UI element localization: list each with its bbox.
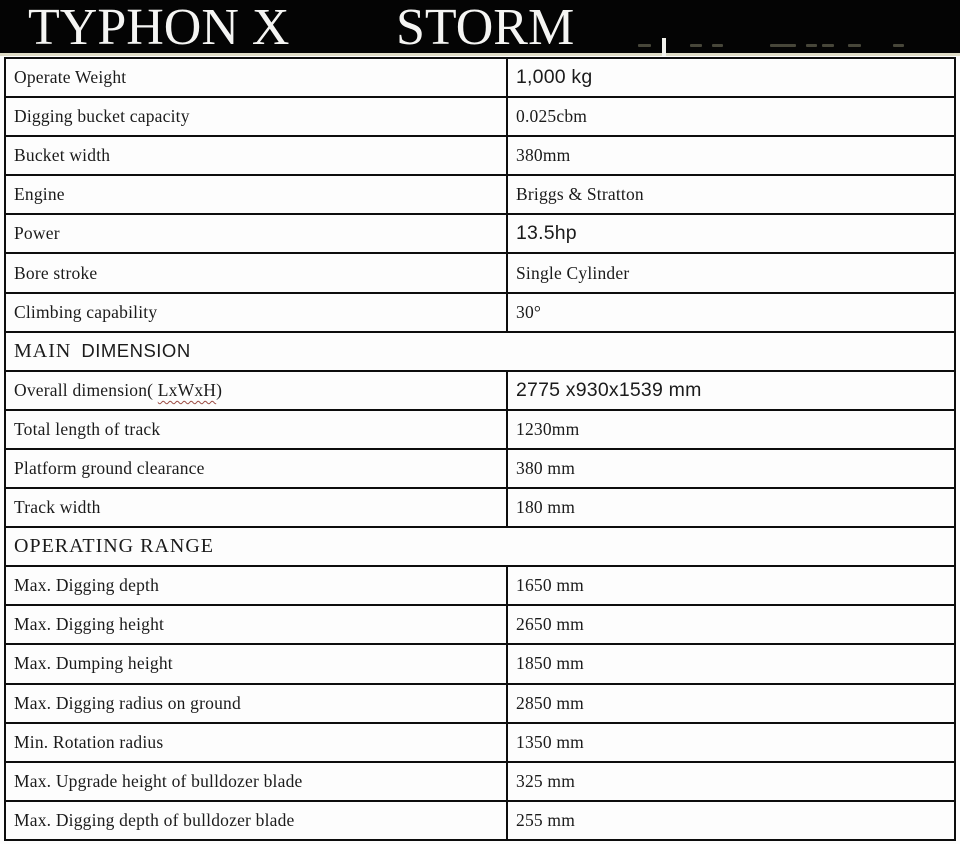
spec-label: Total length of track — [14, 418, 161, 439]
spec-row-track-width — [6, 489, 954, 528]
spec-value: 2850 mm — [516, 692, 584, 713]
spec-row-blade-digging-depth — [6, 802, 954, 839]
spec-row-ground-clearance — [6, 450, 954, 489]
ghost-mark — [822, 44, 834, 47]
spec-row-power — [6, 215, 954, 254]
spec-label: Engine — [14, 184, 65, 205]
spec-value: 1,000 kg — [516, 66, 593, 89]
spec-row-blade-upgrade-height — [6, 763, 954, 802]
spec-label: Max. Digging depth — [14, 575, 160, 596]
section-title-part: DIMENSION — [81, 340, 191, 362]
spec-label: Platform ground clearance — [14, 457, 205, 478]
ghost-mark — [690, 44, 702, 47]
spec-row-engine — [6, 176, 954, 215]
spec-label: Max. Dumping height — [14, 653, 173, 674]
spec-table — [4, 57, 956, 841]
section-header-main-dimension — [6, 333, 954, 372]
spec-row-bucket-width — [6, 137, 954, 176]
spec-label: Max. Upgrade height of bulldozer blade — [14, 770, 303, 791]
spec-row-overall-dimension — [6, 372, 954, 411]
section-header-operating-range — [6, 528, 954, 567]
spec-row-climbing-capability — [6, 294, 954, 333]
ghost-mark — [806, 44, 817, 47]
spec-value: 1350 mm — [516, 731, 584, 752]
spec-value: 180 mm — [516, 497, 576, 518]
spec-label: Power — [14, 223, 60, 244]
cursor-artifact-tick — [662, 38, 666, 56]
spec-value: 30° — [516, 301, 542, 322]
spec-row-digging-radius — [6, 685, 954, 724]
spec-label: Overall dimension( — [14, 379, 158, 400]
spec-label: Max. Digging height — [14, 614, 165, 635]
spec-row-digging-height — [6, 606, 954, 645]
spec-label: Operate Weight — [14, 67, 127, 88]
product-title-typhon: TYPHON X — [28, 0, 290, 56]
spec-label: Digging bucket capacity — [14, 106, 190, 127]
spec-label: Bore stroke — [14, 262, 98, 283]
ghost-mark — [848, 44, 861, 47]
spec-row-bucket-capacity — [6, 98, 954, 137]
spec-value: Briggs & Stratton — [516, 184, 644, 205]
spec-label-misspelled: LxWxH — [157, 379, 217, 400]
spec-value: 13.5hp — [516, 222, 577, 245]
ghost-mark — [893, 44, 904, 47]
spec-value: Single Cylinder — [516, 262, 630, 283]
spec-row-bore-stroke — [6, 254, 954, 293]
spec-value: 1650 mm — [516, 575, 584, 596]
spec-row-rotation-radius — [6, 724, 954, 763]
spec-value: 1230mm — [516, 418, 580, 439]
spec-row-track-length — [6, 411, 954, 450]
spec-value: 380mm — [516, 145, 571, 166]
spec-row-digging-depth — [6, 567, 954, 606]
spec-label: Max. Digging radius on ground — [14, 692, 241, 713]
spec-value: 2650 mm — [516, 614, 584, 635]
spec-row-operate-weight — [6, 59, 954, 98]
spec-value: 0.025cbm — [516, 106, 588, 127]
spec-label: ) — [216, 379, 223, 400]
spec-value: 380 mm — [516, 457, 576, 478]
spec-label: Track width — [14, 497, 101, 518]
ghost-mark — [638, 44, 651, 47]
header-bar — [0, 0, 960, 56]
spec-value: 2775 x930x1539 mm — [516, 378, 702, 401]
ghost-mark — [712, 44, 723, 47]
section-title: OPERATING RANGE — [14, 535, 214, 558]
spec-value: 325 mm — [516, 770, 576, 791]
spec-label: Max. Digging depth of bulldozer blade — [14, 809, 295, 830]
spec-label: Climbing capability — [14, 301, 158, 322]
spec-row-dumping-height — [6, 645, 954, 684]
product-title-storm: STORM — [396, 0, 575, 56]
spec-label: Min. Rotation radius — [14, 731, 164, 752]
spec-label: Bucket width — [14, 145, 111, 166]
spec-value: 1850 mm — [516, 653, 584, 674]
section-title-part: MAIN — [14, 339, 72, 362]
ghost-mark — [770, 44, 796, 47]
spec-value: 255 mm — [516, 809, 576, 830]
